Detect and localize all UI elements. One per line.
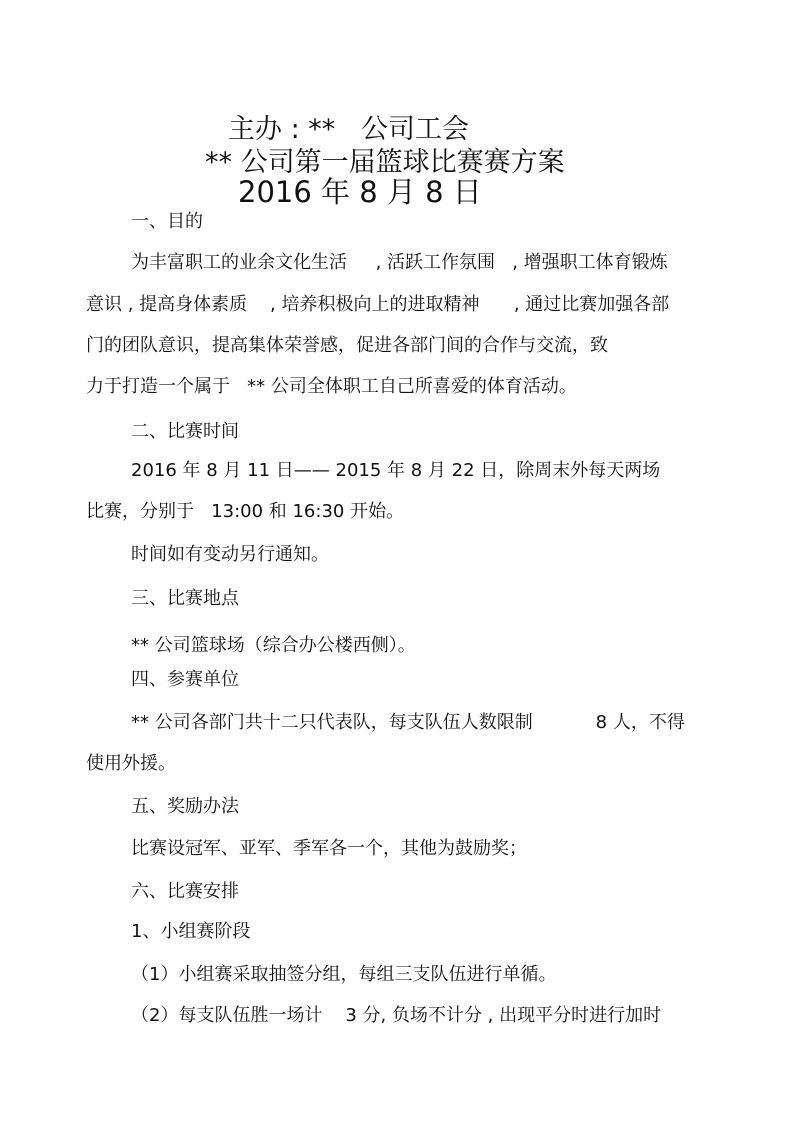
paragraph-line: 使用外援。	[86, 753, 176, 774]
organizer-line: 主办 : ** 公司工会	[228, 114, 470, 145]
paragraph-line: ** 公司篮球场（综合办公楼西侧）。	[131, 635, 416, 656]
paragraph-line: 力于打造一个属于 ** 公司全体职工自己所喜爱的体育活动。	[86, 376, 577, 397]
section-heading-time: 二、比赛时间	[131, 421, 239, 442]
paragraph-line: 门的团队意识，提高集体荣誉感，促进各部门间的合作与交流，致	[86, 335, 608, 356]
paragraph-line: 2016 年 8 月 11 日—— 2015 年 8 月 22 日，除周末外每天两场	[131, 460, 661, 481]
subheading-group-stage: 1、小组赛阶段	[131, 921, 251, 942]
paragraph-line: 比赛设冠军、亚军、季军各一个，其他为鼓励奖；	[131, 838, 527, 859]
section-heading-venue: 三、比赛地点	[131, 588, 239, 609]
list-item: （1）小组赛采取抽签分组，每组三支队伍进行单循。	[131, 964, 557, 985]
section-heading-participants: 四、参赛单位	[131, 669, 239, 690]
paragraph-line: 比赛，分别于 13:00 和 16:30 开始。	[86, 501, 405, 522]
section-heading-awards: 五、奖励办法	[131, 796, 239, 817]
document-date: 2016 年 8 月 8 日	[238, 175, 482, 209]
paragraph-line: ** 公司各部门共十二只代表队，每支队伍人数限制 8 人，不得	[131, 712, 685, 733]
document-title: ** 公司第一届篮球比赛赛方案	[205, 147, 565, 178]
section-heading-purpose: 一、目的	[131, 211, 203, 232]
paragraph-line: 意识 , 提高身体素质 , 培养积极向上的进取精神 , 通过比赛加强各部	[86, 294, 670, 315]
section-heading-schedule: 六、比赛安排	[131, 881, 239, 902]
paragraph-line: 时间如有变动另行通知。	[131, 544, 329, 565]
paragraph-line: 为丰富职工的业余文化生活 , 活跃工作氛围 , 增强职工体育锻炼	[131, 252, 668, 273]
list-item: （2）每支队伍胜一场计 3 分, 负场不计分 , 出现平分时进行加时	[131, 1005, 662, 1026]
